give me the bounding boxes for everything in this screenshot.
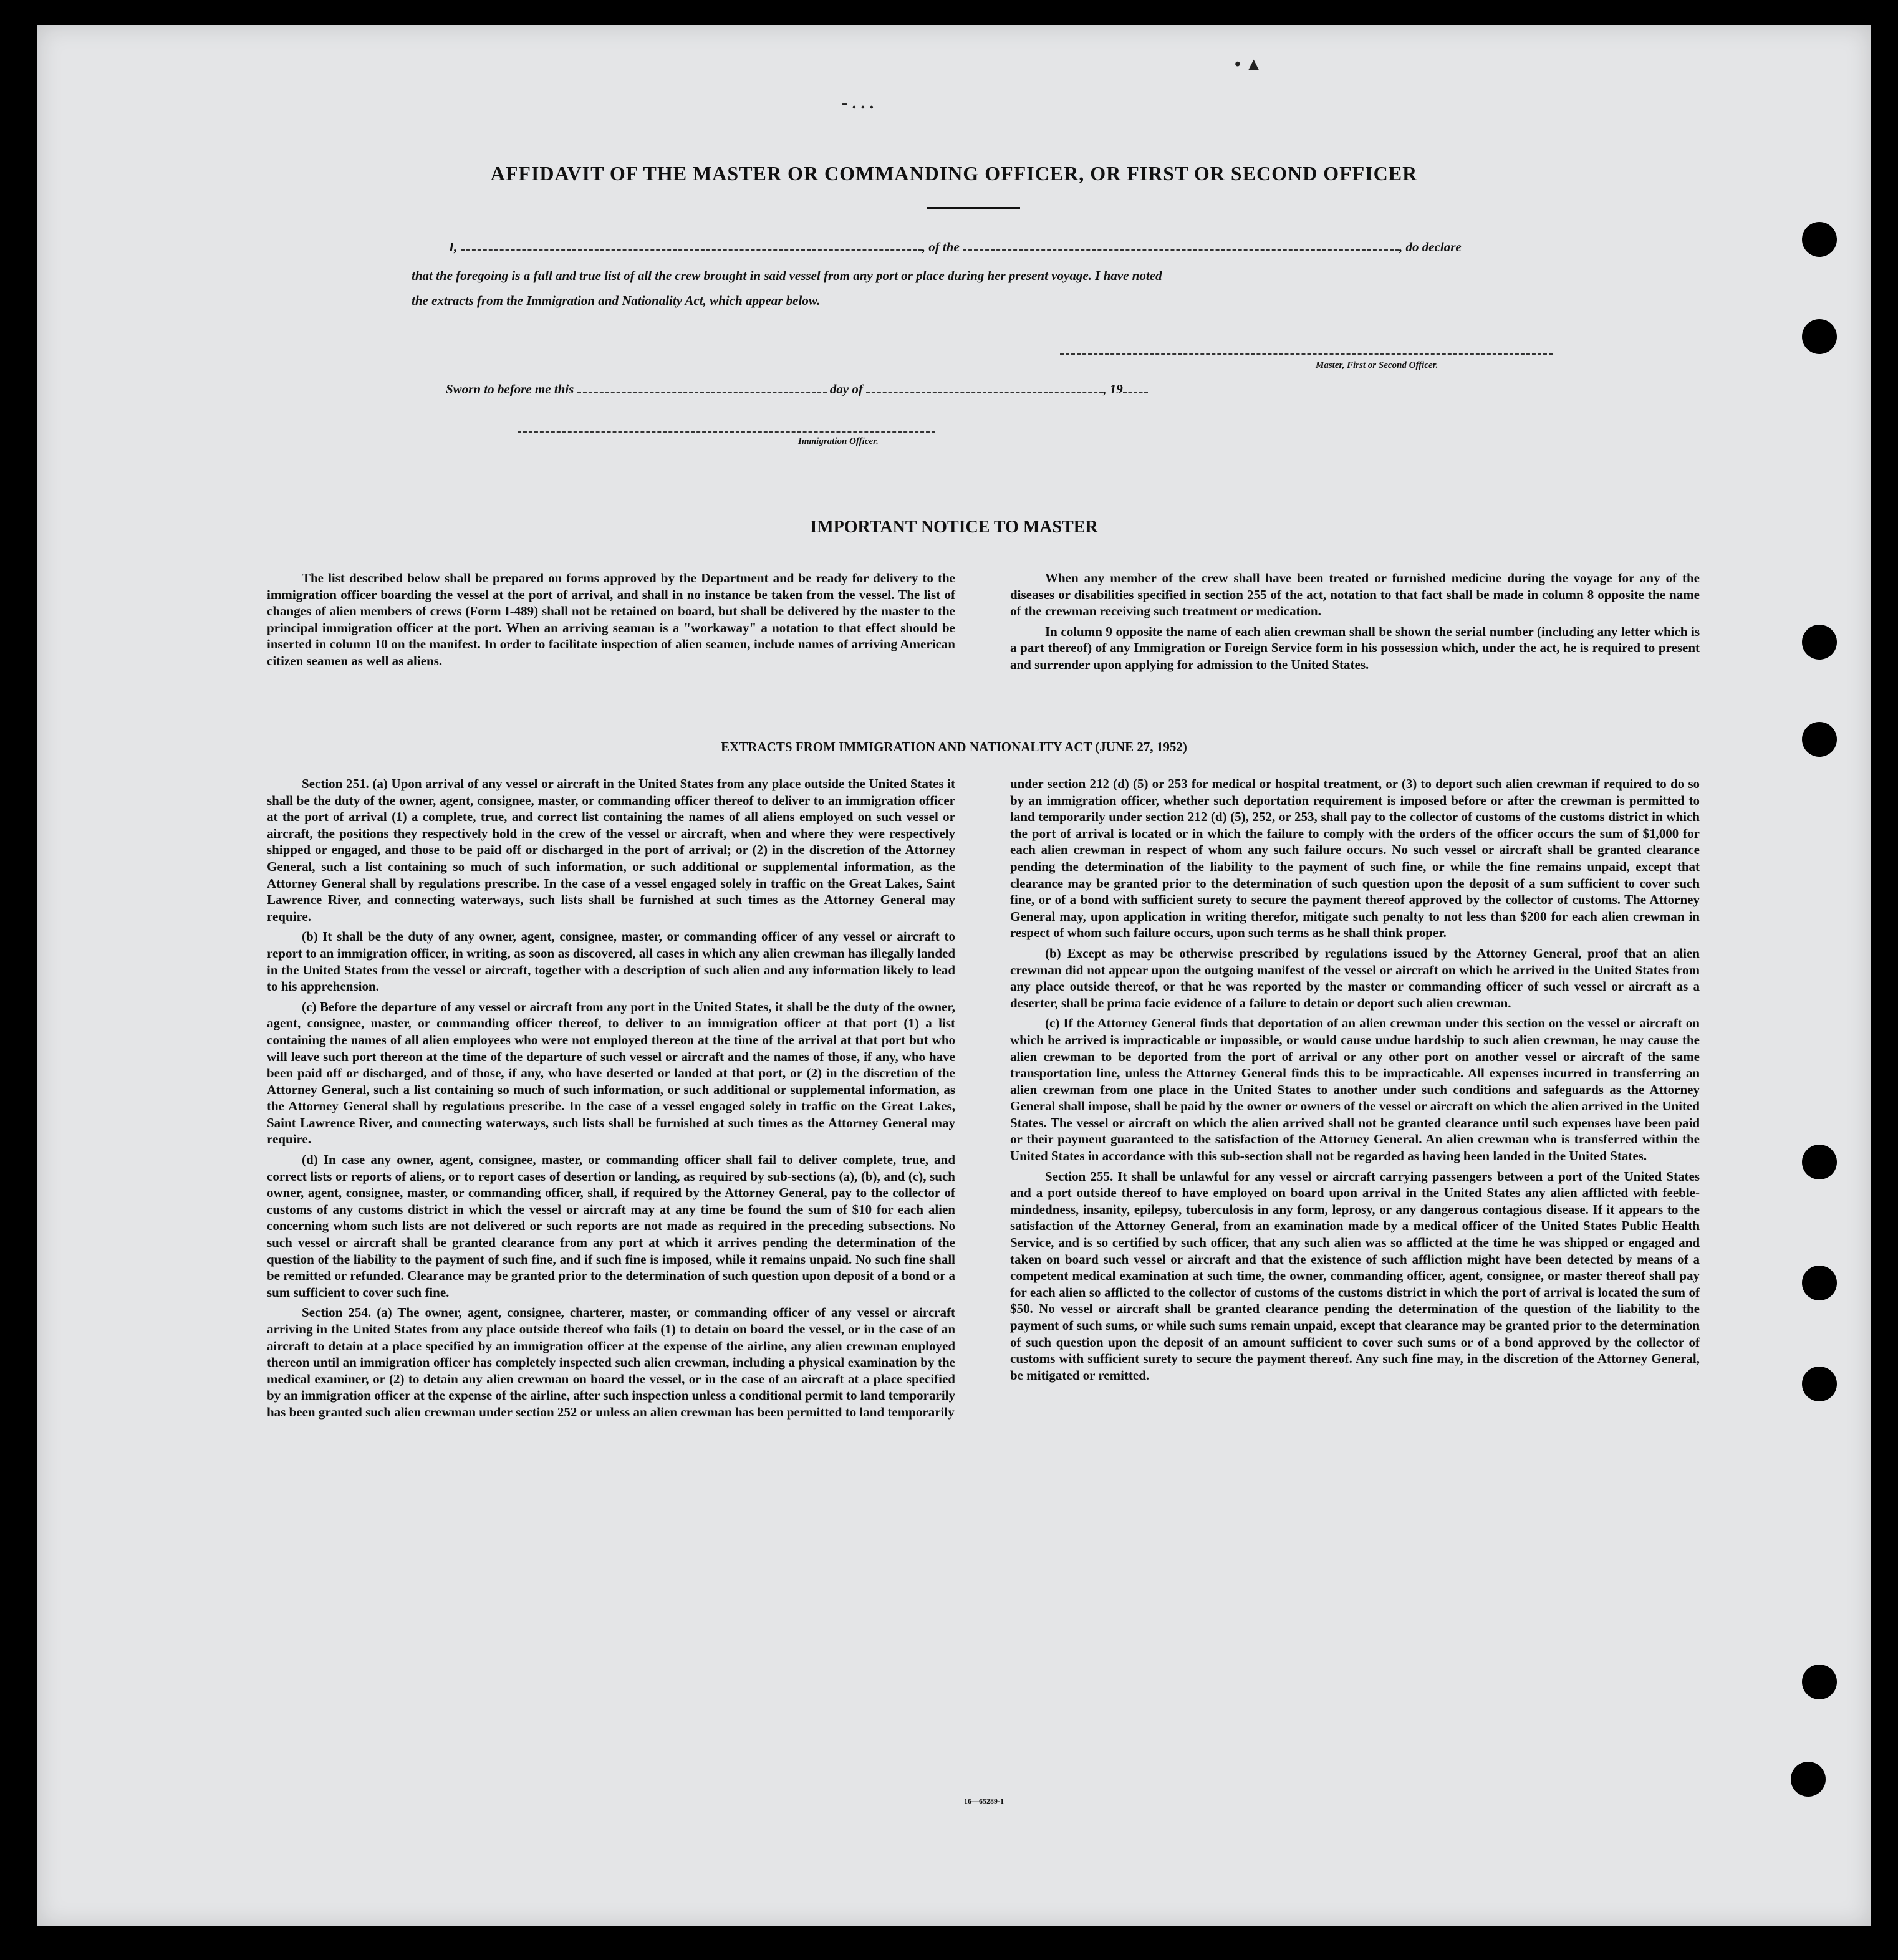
officer-signature-line [518, 431, 935, 433]
form-code: 16—65289-1 [964, 1797, 1004, 1805]
declaration-line-3: the extracts from the Immigration and Nationality Act, which appear below. [412, 293, 821, 308]
extract-paragraph: (c) Before the departure of any vessel or aircraft from any port in the United States, it shall be the duty of the owner, agent, consignee, master, or commanding officer thereof, to deliver to an immigration officer at that port (1) a list containing the names of all alien employees who were not employed thereon at the time of the arrival at that port but who will leave such port thereon at the time of the departure of such vessel or aircraft and the names of those, if any, who have been paid off or discharged, and of those, if any, who have deserted or landed at that port, or (2) in the discretion of the Attorney General, such a list containing so much of such information, or such additional or supplemental information, as the Attorney General shall by regulations prescribe. In the case of a vessel engaged solely in traffic on the Great Lakes, Saint Lawrence River, and connecting waterways, such lists shall be furnished at such times as the Attorney General may require. [267, 999, 955, 1147]
master-signature-caption: Master, First or Second Officer. [1316, 360, 1438, 370]
scan-mark: - . . . [842, 94, 874, 113]
master-signature-line [1060, 353, 1553, 355]
extract-paragraph: under section 212 (d) (5) or 253 for medical or hospital treatment, or (3) to deport such alien crewman if required to do so by an immigration officer, whether such deportation requirement is imposed before or after the crewman is permitted to land temporarily under section 212 (d) (5), 252, or 253, shall pay to the collector of customs of the customs district in which the port of arrival is located or in which the failure to comply with the orders of the officer occurs the sum of $1,000 for each alien crewman in respect of whom any such failure occurs. No such vessel or aircraft shall be granted clearance pending the determination of the liability to the payment of such fine, or while the fine remains unpaid, except that clearance may be granted prior to the determination of such question upon the deposit of a sum sufficient to cover such fine, or of a bond with sufficient surety to secure the payment thereof approved by the collector of customs. The Attorney General may, upon application in writing therefor, mitigate such penalty to not less than $200 for each alien crewman in respect of whom such failure occurs, upon such terms as he shall think proper. [1010, 776, 1700, 941]
extract-paragraph: (d) In case any owner, agent, consignee, master, or commanding officer shall fail to deliver complete, true, and correct lists or reports of aliens, or to report cases of desertion or landing, as required by sub-sections (a), (b), and (c), such owner, agent, consignee, master, or commanding officer, shall, if required by the Attorney General, pay to the collector of customs of any customs district in which the vessel or aircraft may at any time be found the sum of $10 for each alien concerning whom such lists are not delivered or such reports are not made as required in the preceding subsections. No such vessel or aircraft shall be granted clearance from any port at which it arrives pending the determination of the question of the liability to the payment of such fine, and if such fine is imposed, while it remains unpaid. No such fine shall be remitted or refunded. Clearance may be granted prior to the determination of such question upon deposit of a bond or a sum sufficient to cover such fine. [267, 1152, 955, 1300]
extract-paragraph: (b) Except as may be otherwise prescribed by regulations issued by the Attorney General, proof that an alien crewman did not appear upon the outgoing manifest of the vessel or aircraft on which he arrived in the United States from any place outside thereof, or that he was reported by the master or commanding officer of such vessel or aircraft as a deserter, shall be prima facie evidence of a failure to detain or deport such alien crewman. [1010, 945, 1700, 1011]
notice-paragraph: In column 9 opposite the name of each alien crewman shall be shown the serial number (including any letter which is a part thereof) of any Immigration or Foreign Service form in his possession which, under the act, he is required to present and surrender upon applying for admission to the United States. [1010, 623, 1700, 672]
sworn-line: Sworn to before me this day of , 19 [446, 382, 1148, 397]
binder-hole [1791, 1762, 1826, 1797]
binder-hole [1802, 1145, 1837, 1179]
extract-paragraph: (b) It shall be the duty of any owner, agent, consignee, master, or commanding officer of any vessel or aircraft to report to an immigration officer, in writing, as soon as discovered, all cases in which any alien crewman has illegally landed in the United States from the vessel or aircraft, together with a description of such alien and any information likely to lead to his apprehension. [267, 929, 955, 994]
notice-right-column [1010, 570, 1700, 677]
notice-paragraph: The list described below shall be prepared on forms approved by the Department and be ready for delivery to the immigration officer boarding the vessel at the port of arrival, and shall in no instance be taken from the vessel. The list of changes of alien members of crews (Form I-489) shall not be retained on board, but shall be delivered by the master to the principal immigration officer at the port. When an arriving seaman is a "workaway" a notation to that effect should be inserted in column 10 on the manifest. In order to facilitate inspection of alien seamen, include names of arriving American citizen seamen as well as aliens. [267, 570, 955, 668]
affidavit-title: AFFIDAVIT OF THE MASTER OR COMMANDING OFFICER, OR FIRST OR SECOND OFFICER [490, 162, 1418, 185]
binder-hole [1802, 722, 1837, 757]
extract-paragraph: Section 254. (a) The owner, agent, consignee, charterer, master, or commanding officer of any vessel or aircraft arriving in the United States from any place outside thereof who fails (1) to detain on board the vessel, or in the case of an aircraft to detain at a place specified by an immigration officer at the expense of the airline, any alien crewman employed thereon until an immigration officer has completely inspected such alien crewman, including a physical examination by the medical examiner, or (2) to detain any alien crewman on board the vessel, or in the case of an aircraft at a place specified by an immigration officer at the expense of the airline, after such inspection unless a conditional permit to land temporarily has been granted such alien crewman under section 252 or unless an alien crewman has been permitted to land temporarily [267, 1305, 955, 1420]
binder-hole [1802, 625, 1837, 660]
extracts-left-column [267, 776, 955, 1424]
extract-paragraph: Section 255. It shall be unlawful for any vessel or aircraft carrying passengers between a port of the United States and a port outside thereof to have employed on board upon arrival in the United States any alien afflicted with feeble-mindedness, insanity, epilepsy, tuberculosis in any form, leprosy, or any dangerous contagious disease. If it appears to the satisfaction of the Attorney General, from an examination made by a medical officer of the United States Public Health Service, and is so certified by such officer, that any such alien was so afflicted at the time he was shipped or engaged and taken on board such vessel or aircraft and that the existence of such affliction might have been detected by means of a competent medical examination at such time, the owner, commanding officer, agent, consignee, or master thereof shall pay for each alien so afflicted to the collector of customs of the customs district in which the port of arrival is located the sum of $50. No vessel or aircraft shall be granted clearance pending the determination of the question of the liability to the payment of such sums, or while such sums remain unpaid, except that clearance may be granted prior to the determination of such question upon the deposit of an amount sufficient to cover such sums or of a bond approved by the collector of customs with sufficient surety to secure the payment thereof. Any such fine may, in the discretion of the Attorney General, be mitigated or remitted. [1010, 1168, 1700, 1383]
binder-hole [1802, 222, 1837, 257]
document-page [37, 25, 1871, 1926]
binder-hole [1802, 1266, 1837, 1300]
extracts-title: EXTRACTS FROM IMMIGRATION AND NATIONALITY ACT (JUNE 27, 1952) [721, 739, 1187, 754]
officer-signature-caption: Immigration Officer. [798, 436, 879, 446]
binder-hole [1802, 1665, 1837, 1699]
title-rule [927, 207, 1020, 209]
scan-mark: • ▲ [1235, 55, 1263, 74]
notice-left-column [267, 570, 955, 673]
binder-hole [1802, 1367, 1837, 1401]
notice-paragraph: When any member of the crew shall have been treated or furnished medicine during the voyage for any of the diseases or disabilities specified in section 255 of the act, notation to that fact shall be made in column 8 opposite the name of the crewman receiving such treatment or medication. [1010, 570, 1700, 619]
extracts-right-column [1010, 776, 1700, 1387]
binder-hole [1802, 319, 1837, 354]
declaration-line-2: that the foregoing is a full and true list of all the crew brought in said vessel from any port or place during her present voyage. I have noted [412, 268, 1162, 283]
extract-paragraph: Section 251. (a) Upon arrival of any vessel or aircraft in the United States from any place outside the United States it shall be the duty of the owner, agent, consignee, master, or commanding officer thereof to deliver to an immigration officer at the port of arrival (1) a complete, true, and correct list containing the names of all aliens employed on such vessel or aircraft, the positions they respectively hold in the crew of the vessel or aircraft, when and where they were respectively shipped or engaged, and those to be paid off or discharged in the port of arrival; or (2) in the discretion of the Attorney General, such a list containing so much of such information, or such additional or supplemental information, as the Attorney General shall by regulations prescribe. In the case of a vessel engaged solely in traffic on the Great Lakes, Saint Lawrence River, and connecting waterways, such lists shall be furnished at such times as the Attorney General may require. [267, 776, 955, 924]
declaration-line-1: I, , of the , do declare [449, 239, 1462, 254]
notice-title: IMPORTANT NOTICE TO MASTER [810, 517, 1098, 537]
extract-paragraph: (c) If the Attorney General finds that deportation of an alien crewman under this section on the vessel or aircraft on which he arrived is impracticable or impossible, or would cause undue hardship to such alien crewman, he may cause the alien crewman to be deported from the port of arrival or any other port on another vessel or aircraft of the same transportation line, unless the Attorney General finds this to be impracticable. All expenses incurred in transferring an alien crewman from one place in the United States to another under such conditions and safeguards as the Attorney General shall impose, shall be paid by the owner or owners of the vessel or aircraft on which the alien arrived in the United States. The vessel or aircraft on which the alien arrived shall not be granted clearance until such expenses have been paid or their payment guaranteed to the satisfaction of the Attorney General. An alien crewman who is transferred within the United States in accordance with this sub-section shall not be regarded as having been landed in the United States. [1010, 1016, 1700, 1164]
